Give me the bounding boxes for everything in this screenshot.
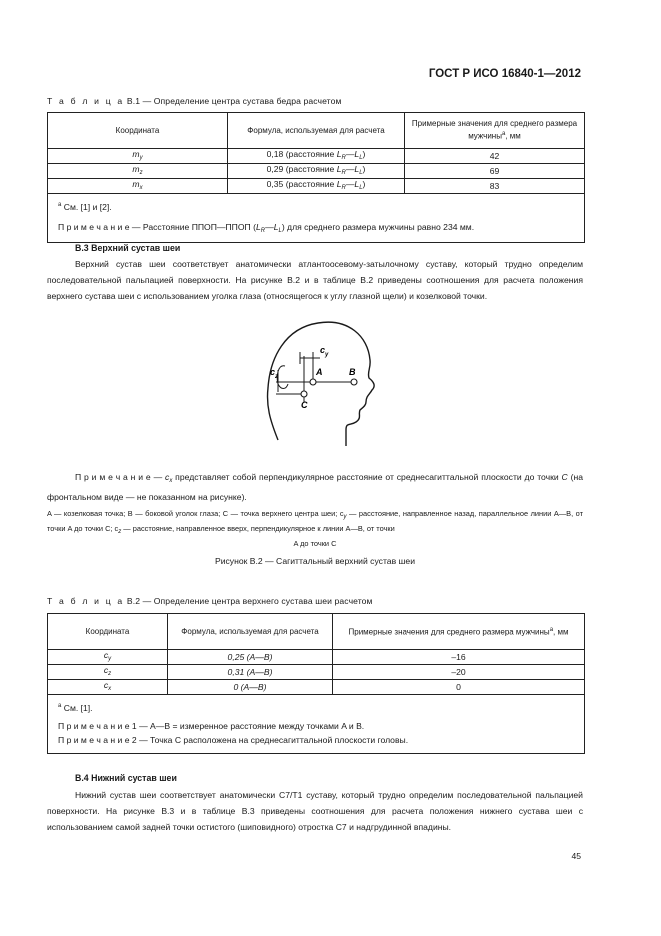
table2-note2: П р и м е ч а н и е 2 — Точка C расположена на среднесагиттальной плоскости головы.	[58, 734, 409, 745]
formula-cell: 0,31 (A—B)	[168, 665, 333, 680]
table-row	[48, 149, 585, 164]
formula-cell: 0,18 (расстояние $L_R—L_L$)	[228, 149, 405, 164]
table1-header-coord: Координата	[48, 113, 228, 149]
section-b3-heading: В.3 Верхний сустав шеи	[75, 243, 181, 253]
table-row	[48, 680, 585, 695]
value-cell: 83	[405, 179, 585, 194]
coord-cell: $m_y$	[48, 149, 228, 164]
figure-legend	[47, 508, 583, 550]
figure-caption: Рисунок В.2 — Сагиттальный верхний сустав шеи	[214, 556, 416, 566]
value-cell: 69	[405, 164, 585, 179]
formula-cell: 0 (A—B)	[168, 680, 333, 695]
section-b4-paragraph: Нижний сустав шеи соответствует анатомически C7/T1 суставу, который трудно определим последовательной пальпацией поверхности. На рисунке В.3 и в таблице В.3 приведены соотношения для расчета положения нижнего сустава шеи с использованием самой задней точки остистого (шиповидного) отростка C7 и надгрудинной впадины.	[47, 790, 583, 832]
table1	[47, 112, 585, 243]
label-cy: $c_y$	[320, 345, 329, 358]
head-diagram	[250, 318, 400, 458]
table1-header-row	[48, 113, 585, 149]
table-row	[48, 650, 585, 665]
figure-legend-line1: A — козелковая точка; B — боковой уголок глаза; C — точка верхнего центра шеи; $c_y$ — расстояние, направленное назад, параллельное линии A—B, от точки A до точки C; $c_z$ — расстояние, направленное вверх, перпендикулярное к линии A—B, от точки	[47, 509, 583, 535]
formula-cell: 0,29 (расстояние $L_R—L_L$)	[228, 164, 405, 179]
section-b4-heading: В.4 Нижний сустав шеи	[75, 773, 177, 783]
page-number: 45	[571, 851, 581, 861]
coord-cell: $c_z$	[48, 665, 168, 680]
table1-notes-row	[48, 194, 585, 243]
head-outline	[267, 322, 374, 446]
table2-note1: П р и м е ч а н и е 1 — A—B = измеренное расстояние между точками A и B.	[58, 720, 365, 731]
table1-header-values: Примерные значения для среднего размера мужчины$^а$, мм	[405, 113, 585, 149]
table-row	[48, 179, 585, 194]
ear	[277, 366, 288, 389]
table2-header-coord: Координата	[48, 614, 168, 650]
table1-note: П р и м е ч а н и е — Расстояние ППОП—ППОП $(L_R—L_L)$ для среднего размера мужчины равно 234 мм.	[58, 221, 475, 234]
table2-header-formula: Формула, используемая для расчета	[168, 614, 333, 650]
table2-notes	[48, 695, 585, 754]
table-row	[48, 665, 585, 680]
document-header: ГОСТ Р ИСО 16840-1—2012	[428, 68, 581, 80]
table2-footnote: $^а$ См. [1].	[58, 702, 93, 713]
table2-notes-row	[48, 695, 585, 754]
table2-header-values: Примерные значения для среднего размера мужчины$^а$, мм	[333, 614, 585, 650]
table1-footnote: $^а$ См. [1] и [2].	[58, 201, 112, 212]
label-c: C	[301, 400, 308, 410]
table2	[47, 613, 585, 754]
value-cell: –20	[333, 665, 585, 680]
figure-legend-line2: A до точки C	[293, 539, 337, 548]
coord-cell: $c_y$	[48, 650, 168, 665]
formula-cell: 0,25 (A—B)	[168, 650, 333, 665]
label-b: B	[349, 367, 356, 377]
point-c	[301, 391, 307, 397]
table-row	[48, 164, 585, 179]
table1-notes	[48, 194, 585, 243]
table1-caption: Т а б л и ц а В.1 — Определение центра сустава бедра расчетом	[47, 96, 342, 106]
table2-caption: Т а б л и ц а В.2 — Определение центра верхнего сустава шеи расчетом	[47, 596, 373, 606]
point-b	[351, 379, 357, 385]
coord-cell: $m_x$	[48, 179, 228, 194]
section-b3-paragraph: Верхний сустав шеи соответствует анатомически атлантоосевому-затылочному суставу, который трудно определим последовательной пальпацией поверхности. На рисунке В.2 и в таблице В.2 приведены соотношения для расчета положения верхнего сустава шеи с использованием уголка глаза (относящегося к углу глазной щели) и козелковой точки.	[47, 259, 583, 301]
label-cz: $c_z$	[270, 367, 279, 380]
point-a	[310, 379, 316, 385]
table2-header-row	[48, 614, 585, 650]
figure-note: П р и м е ч а н и е — $c_x$ представляет собой перпендикулярное расстояние от среднесагиттальной плоскости до точки C (на фронтальном виде — не показанном на рисунке).	[47, 472, 583, 502]
coord-cell: $c_x$	[48, 680, 168, 695]
table1-header-formula: Формула, используемая для расчета	[228, 113, 405, 149]
value-cell: 0	[333, 680, 585, 695]
value-cell: –16	[333, 650, 585, 665]
value-cell: 42	[405, 149, 585, 164]
formula-cell: 0,35 (расстояние $L_R—L_L$)	[228, 179, 405, 194]
label-a: A	[316, 367, 323, 377]
coord-cell: $m_z$	[48, 164, 228, 179]
